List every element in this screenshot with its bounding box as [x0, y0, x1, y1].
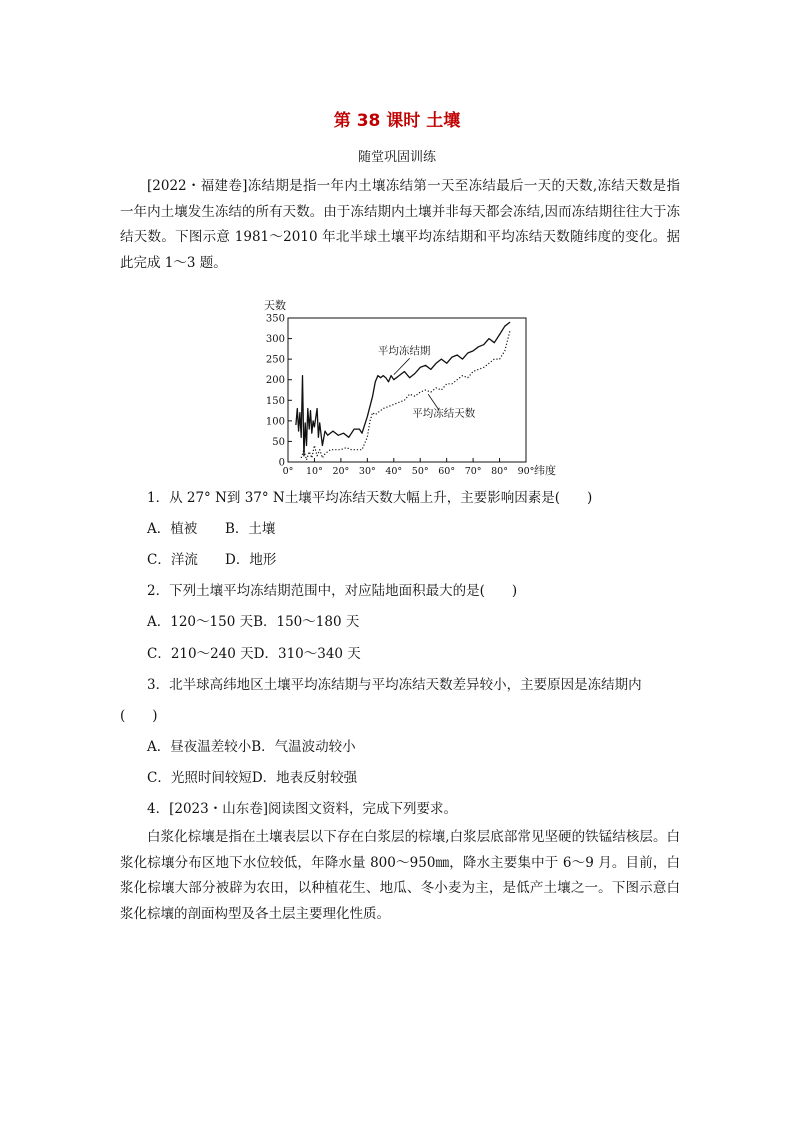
x-tick-label: 70°: [464, 466, 482, 477]
x-tick-label: 0°: [282, 466, 294, 477]
option-1d[interactable]: D．地形: [225, 552, 277, 568]
annotation-leader-1: [394, 358, 410, 374]
option-2a[interactable]: A．120～150 天: [147, 614, 254, 630]
chart-ticks: [266, 314, 535, 478]
passage-2-text: 白浆化棕壤是指在土壤表层以下存在白浆层的棕壤,白浆层底部常见坚硬的铁锰结核层。白浆化棕壤分布区地下水位较低，年降水量 800～950㎜，降水主要集中于 6～9 月。目前，白浆化棕壤大部分被辟为农田，以种植花生、地瓜、冬小麦为主，是低产土壤之一。下图示意白浆化棕壤的剖面构型及各土层主要理化性质。: [120, 829, 680, 922]
option-3b[interactable]: B．气温波动较小: [251, 739, 356, 755]
question-1-options-row-2: [147, 550, 276, 570]
x-tick-label: 40°: [385, 466, 403, 477]
x-tick-label: 80°: [491, 466, 508, 477]
y-tick-label: 0: [278, 457, 285, 469]
question-3: 3．北半球高纬地区土壤平均冻结期与平均冻结天数差异较小，主要原因是冻结期内: [147, 677, 642, 693]
x-tick-label: 20°: [332, 466, 350, 477]
question-3-options-row-2: [147, 768, 357, 788]
option-1a[interactable]: A．植被: [147, 521, 198, 537]
y-tick-label: 50: [272, 436, 285, 448]
annotation-freeze-days: 平均冻结天数: [412, 407, 476, 420]
y-tick-label: 100: [265, 416, 285, 428]
question-2-options-row-1: [147, 612, 359, 632]
option-1b[interactable]: B．土壤: [225, 521, 276, 537]
question-3-answer-blank: ( ): [120, 708, 158, 724]
section-subtitle: 随堂巩固训练: [357, 150, 436, 165]
x-tick-label: 50°: [411, 466, 429, 477]
question-2-options-row-2: [147, 644, 361, 664]
y-tick-label: 300: [265, 334, 285, 346]
y-tick-label: 150: [265, 395, 285, 407]
y-axis-label: 天数: [264, 299, 286, 312]
option-3c[interactable]: C．光照时间较短: [147, 770, 252, 786]
annotation-freeze-period: 平均冻结期: [377, 345, 431, 358]
series-line-1: [296, 322, 510, 456]
x-axis-label: 纬度: [534, 464, 556, 477]
chart-series: [296, 322, 510, 460]
option-3d[interactable]: D．地表反射较强: [251, 770, 358, 786]
option-2d[interactable]: D．310～340 天: [253, 646, 361, 662]
option-1c[interactable]: C．洋流: [147, 552, 198, 568]
intro-text: [2022・福建卷]冻结期是指一年内土壤冻结第一天至冻结最后一天的天数,冻结天数是指一年内土壤发生冻结的所有天数。由于冻结期内土壤并非每天都会冻结,因而冻结期往往大于冻结天数。下图示意 1981～2010 年北半球土壤平均冻结期和平均冻结天数随纬度的变化。据此完成 1～3 题。: [120, 178, 680, 271]
y-tick-label: 200: [265, 375, 285, 387]
option-2b[interactable]: B．150～180 天: [253, 614, 360, 630]
y-tick-label: 250: [265, 354, 285, 366]
x-tick-label: 10°: [306, 466, 323, 477]
x-tick-label: 30°: [358, 466, 376, 477]
question-1: 1．从 27° N到 37° N土壤平均冻结天数大幅上升，主要影响因素是( ): [147, 490, 593, 506]
chart-labels: [264, 298, 556, 477]
question-4: 4．[2023・山东卷]阅读图文资料，完成下列要求。: [147, 801, 457, 817]
question-3-options-row-1: [147, 737, 356, 757]
x-tick-label: 60°: [438, 466, 456, 477]
y-tick-label: 350: [265, 313, 285, 325]
question-2: 2．下列土壤平均冻结期范围中，对应陆地面积最大的是( ): [147, 583, 518, 599]
option-2c[interactable]: C．210～240 天: [147, 646, 254, 662]
freeze-chart: [258, 296, 568, 481]
option-3a[interactable]: A．昼夜温差较小: [147, 739, 252, 755]
page-title: 第 38 课时 土壤: [333, 111, 461, 131]
passage-2: [120, 825, 680, 927]
x-tick-label: 90°: [517, 466, 535, 477]
intro-paragraph: [120, 174, 680, 276]
question-1-options-row-1: [147, 519, 275, 539]
